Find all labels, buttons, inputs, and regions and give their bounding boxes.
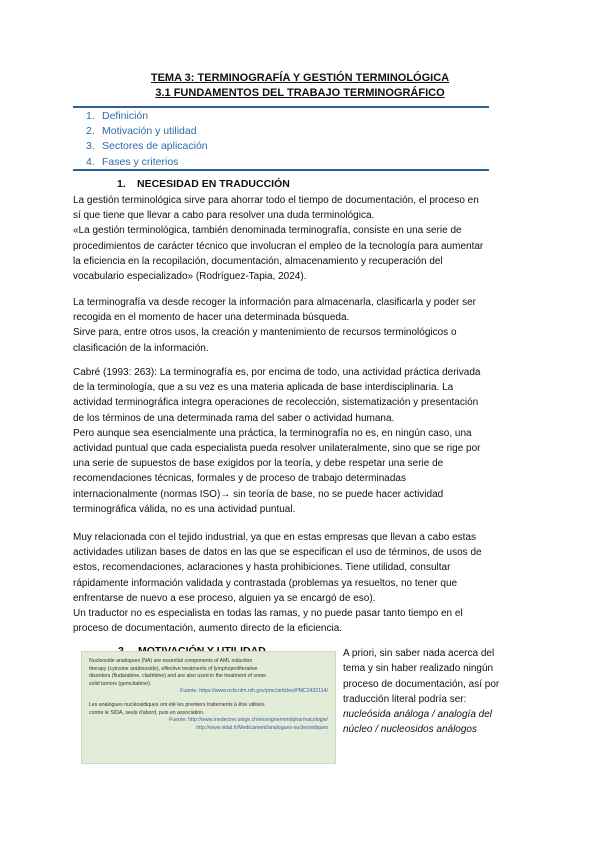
toc-item-label: Motivación y utilidad [102,125,197,138]
text-line: Cabré (1993: 263): La terminografía es, por encima de todo, una actividad práctica derivada [73,367,481,378]
paragraph-3 [73,365,480,517]
toc-top-rule [73,106,489,108]
side-note [343,646,499,738]
text-line: actividad puntual que cada especialista pueda resolver unilateralmente, sino que se rige por [73,443,481,455]
text-line: rápidamente información validada y contrastada (problemas ya resueltos, no tener que [73,577,458,589]
figure-line: disorders (fludarabine, cladribine) and are also used in the treatment of some [89,673,267,680]
text-line: enfrentarse de nuevo a ese proceso, alguien ya se encargó de eso). [73,592,376,604]
toc-item [86,139,208,154]
text-line: Un traductor no es especialista en todas las ramas, y no puede pasar tanto tiempo en el [73,608,463,620]
text-line: A priori, sin saber nada acerca del [343,648,495,659]
text-line: recogida en el momento de hacer una determinada búsqueda. [73,312,350,324]
text-line: traducción literal podría ser: [343,693,467,705]
toc-item [86,155,208,170]
text-line: La terminografía va desde recoger la información para almacenarla, clasificarla y poder ser [73,297,476,308]
section-number: 1. [117,178,126,190]
text-line: actividades utilizan bases de datos en las que se especifican el uso de términos, de usos de [73,547,482,559]
text-line: proceso de documentación, aumento directo de la eficiencia. [73,623,343,635]
figure-line: therapy (cytosine arabinoside), effective treatments of lymphoproliferative [89,665,258,672]
text-line: una serie de supuestos de base exigidos por la teoría, y debe respetar una serie de [73,458,444,470]
text-line: tema y sin haber realizado ningún [343,663,494,675]
table-of-contents [86,109,208,170]
text-line: estos, recomendaciones, aclaraciones y hasta prohibiciones. Tiene utilidad, consultar [73,562,451,574]
paragraph-1 [73,193,483,284]
toc-item-number: 4. [86,155,95,168]
text-line: La gestión terminológica sirve para ahorrar todo el tiempo de documentación, el proceso en [73,195,479,206]
toc-item [86,124,208,139]
text-line: sí que tiene que llevar a cabo para resolver una duda terminológica. [73,210,375,222]
text-line: terminográfica válida, no es una actividad puntual. [73,503,296,515]
text-line: Pero aunque sea esencialmente una práctica, la terminografía no es, en ningún caso, una [73,427,472,439]
text-line: Sirve para, entre otros usos, la creación y mantenimiento de recursos terminológicos o [73,327,457,339]
toc-item-label: Fases y criterios [102,155,179,168]
toc-item-label: Definición [102,110,149,122]
text-line: de la terminología, que a su vez es una materia aplicada de base interdisciplinaria. La [73,382,454,394]
toc-item-number: 3. [86,140,95,153]
text-line: clasificación de la información. [73,342,209,354]
figure-source-link[interactable]: Fuente: https://www.ncbi.nlm.nih.gov/pmc/articles/PMC2432114/ [180,688,328,695]
text-line: recomendaciones técnicas, formales y de proceso de trabajo determinadas [73,473,406,485]
figure-line: Les analogues nucléosidiques ont été les premiers traitements à être utilisés [89,701,265,708]
toc-item [86,109,208,124]
figure-source-link[interactable]: Fuente: http://www.medecine.unige.ch/enseignement/pharmacologie/ [169,717,328,724]
toc-item-number: 2. [86,125,95,138]
paragraph-4 [73,530,482,636]
text-line: «La gestión terminológica, también denominada terminografía, consiste en una serie de [73,225,462,237]
text-line: internacionalmente (normas ISO)→ sin teoría de base, no se puede hacer actividad [73,488,444,500]
toc-item-number: 1. [86,110,95,122]
text-line: de los términos de una determinada rama del saber o actividad humana. [73,412,395,424]
text-line: procedimientos de carácter técnico que involucran el empleo de la tecnología para aumentar [73,240,484,252]
text-line: la eficiencia en la recopilación, documentación, almacenamiento y recuperación del [73,255,443,267]
figure-line: Nucleoside analogues (NA) are essential components of AML induction [89,658,253,664]
paragraph-2 [73,295,476,356]
toc-bottom-rule [73,169,489,171]
text-line: Muy relacionada con el tejido industrial, ya que en estas empresas que llevan a cabo estas [73,532,477,543]
figure-line: contre le SIDA, seuls d'abord, puis en association. [89,709,205,716]
text-line: vocabulario especializado» (Rodríguez-Tapia, 2024). [73,271,307,283]
italic-text-line: nucleósida análoga / analogía del [343,709,493,721]
italic-text-line: núcleo / nucleosidos análogos [343,724,477,736]
section-title: NECESIDAD EN TRADUCCIÓN [137,178,290,190]
section-heading-1 [117,178,290,190]
page-title: TEMA 3: TERMINOGRAFÍA Y GESTIÓN TERMINOLÓGICA [150,72,450,84]
text-line: actividad terminográfica integra operaciones de recolección, sistematización y presentación [73,397,479,409]
figure-line: solid tumors (gemcitabine). [89,680,152,687]
page-subtitle: 3.1 FUNDAMENTOS DEL TRABAJO TERMINOGRÁFICO [155,87,445,99]
toc-item-label: Sectores de aplicación [102,140,208,153]
example-text-figure [81,651,336,764]
figure-source-link[interactable]: http://www.vidal.fr/Medicament/analogues-nucleosidiques [196,724,328,731]
text-line: proceso de documentación, así por [343,678,500,690]
